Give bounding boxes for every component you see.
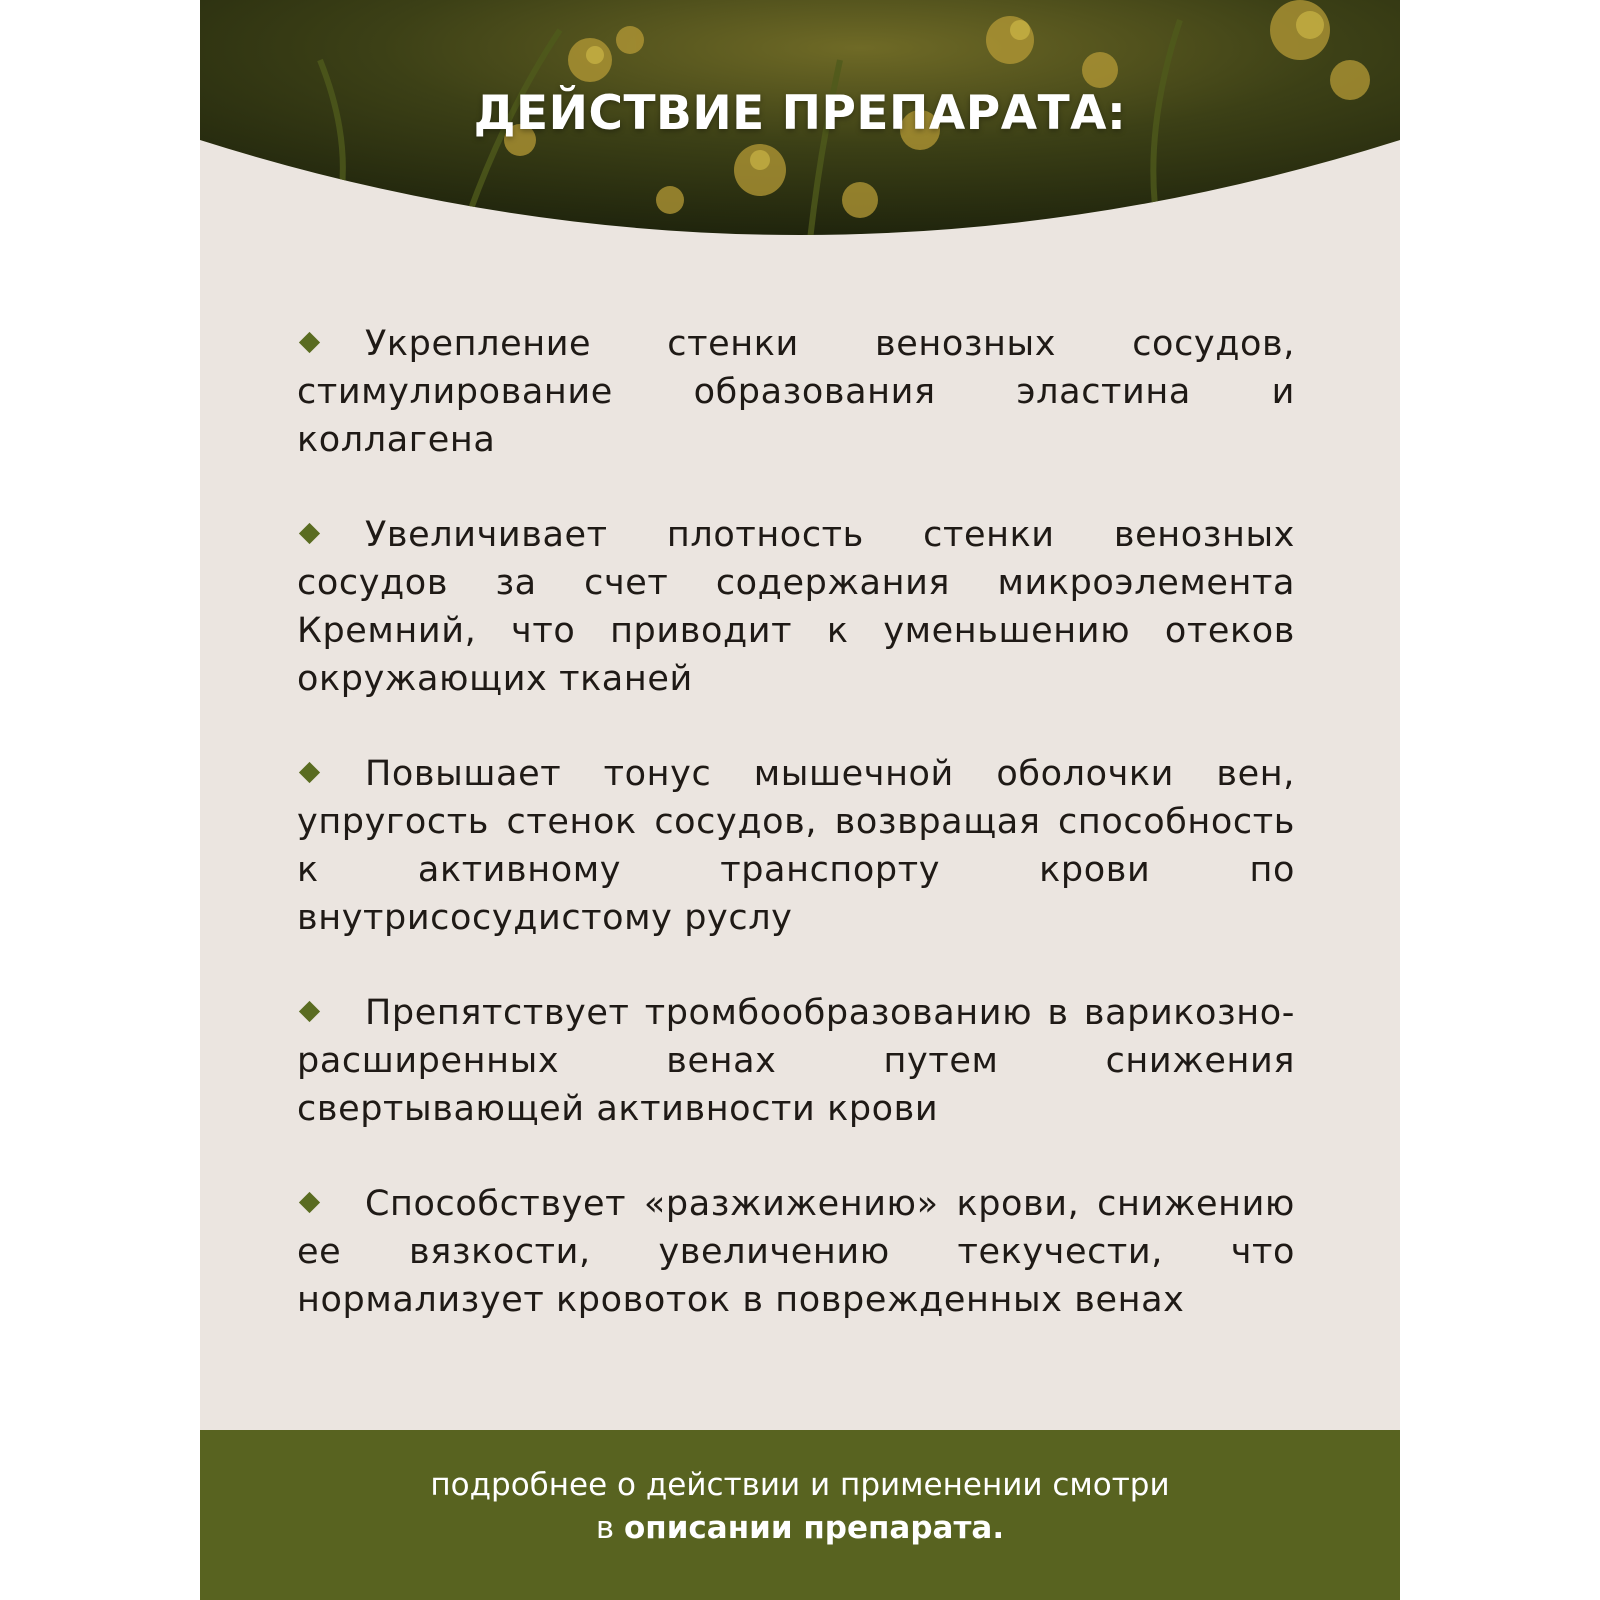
diamond-bullet-icon (299, 1001, 320, 1022)
diamond-bullet-icon (299, 1192, 320, 1213)
benefits-list (297, 320, 1295, 1371)
product-card (200, 0, 1400, 1600)
page-title: ДЕЙСТВИЕ ПРЕПАРАТА: (473, 86, 1127, 141)
footer-note (200, 1430, 1400, 1600)
list-item (297, 750, 1295, 942)
list-item-text: Способствует «разжижению» крови, снижению ее вязкости, увеличению текучести, что нормализует кровоток в поврежденных венах (297, 1184, 1295, 1320)
list-item (297, 989, 1295, 1133)
header-banner (200, 0, 1400, 240)
list-item (297, 511, 1295, 703)
diamond-bullet-icon (299, 523, 320, 544)
list-item (297, 1180, 1295, 1324)
footer-line-2-prefix: в (595, 1510, 624, 1546)
list-item-text: Укрепление стенки венозных сосудов, стимулирование образования эластина и коллагена (297, 324, 1295, 460)
list-item-text: Препятствует тромбообразованию в варикозно-расширенных венах путем снижения свертывающей активности крови (297, 993, 1295, 1129)
list-item (297, 320, 1295, 464)
diamond-bullet-icon (299, 332, 320, 353)
footer-line-1: подробнее о действии и применении смотри (430, 1467, 1170, 1503)
list-item-text: Увеличивает плотность стенки венозных сосудов за счет содержания микроэлемента Кремний, что приводит к уменьшению отеков окружающих тканей (297, 515, 1295, 699)
footer-line-2 (200, 1507, 1400, 1550)
list-item-text: Повышает тонус мышечной оболочки вен, упругость стенок сосудов, возвращая способность к активному транспорту крови по внутрисосудистому руслу (297, 754, 1295, 938)
diamond-bullet-icon (299, 762, 320, 783)
footer-line-2-bold: описании препарата. (623, 1510, 1005, 1546)
